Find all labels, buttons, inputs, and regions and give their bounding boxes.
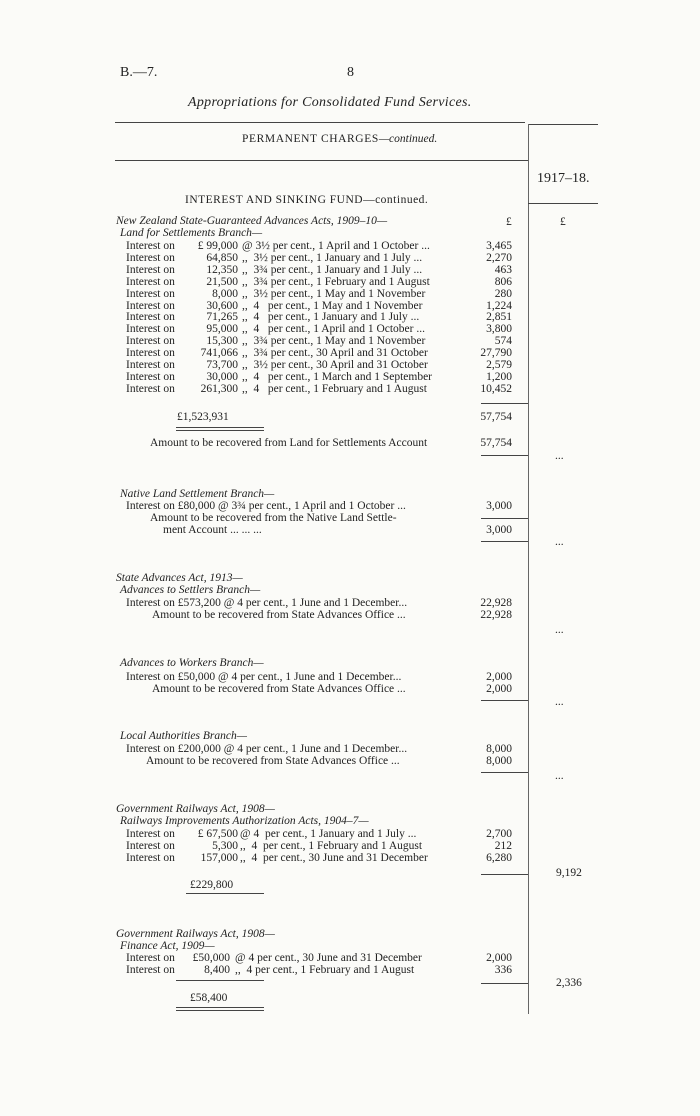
act-heading: State Advances Act, 1913— bbox=[116, 572, 243, 584]
section-rule bbox=[481, 541, 528, 542]
recovered-amount: 2,000 bbox=[486, 683, 512, 695]
year-column-header: 1917–18. bbox=[537, 171, 590, 186]
interest-rate-terms: ,, 4 per cent., 1 April and 1 October ... bbox=[242, 323, 425, 336]
interest-value: 574 bbox=[494, 335, 512, 348]
interest-label: Interest on bbox=[126, 952, 175, 964]
interest-label: Interest on bbox=[126, 382, 175, 395]
act-heading: Government Railways Act, 1908— bbox=[116, 803, 275, 815]
interest-rate-terms: ,, 4 per cent., 30 June and 31 December bbox=[240, 852, 428, 864]
recovered-amount: 57,754 bbox=[480, 437, 512, 449]
interest-value: 336 bbox=[494, 964, 512, 976]
year-value: 2,336 bbox=[556, 977, 582, 989]
interest-label: Interest on bbox=[126, 347, 175, 360]
recovered-line: Amount to be recovered from Land for Settlements Account bbox=[150, 437, 428, 449]
interest-rate-terms: @ 4 per cent., 30 June and 31 December bbox=[235, 952, 422, 964]
branch-heading: Finance Act, 1909— bbox=[120, 940, 215, 952]
interest-value: 806 bbox=[494, 275, 512, 288]
subtotal-rule bbox=[481, 518, 528, 519]
interest-rate-terms: ,, 4 per cent., 1 February and 1 August bbox=[242, 382, 427, 395]
year-value: ... bbox=[555, 696, 564, 708]
principal-amount: £50,000 bbox=[192, 952, 230, 964]
principal-total-rule bbox=[186, 893, 264, 894]
recovered-amount: 22,928 bbox=[480, 609, 512, 621]
interest-line: Interest on £573,200 @ 4 per cent., 1 June and 1 December... bbox=[126, 597, 408, 609]
header-rule-left bbox=[115, 160, 528, 161]
branch-heading: Land for Settlements Branch— bbox=[120, 227, 263, 239]
principal-amount: 12,350 bbox=[206, 263, 238, 276]
principal-amount: 157,000 bbox=[200, 852, 238, 864]
year-header-rule bbox=[528, 203, 598, 204]
principal-amount: 8,000 bbox=[212, 287, 238, 300]
section-rule bbox=[481, 983, 528, 984]
principal-amount: 261,300 bbox=[200, 382, 238, 395]
page-title: Appropriations for Consolidated Fund Services. bbox=[188, 95, 472, 110]
branch-heading: Advances to Settlers Branch— bbox=[120, 584, 261, 596]
section-rule bbox=[481, 772, 528, 773]
interest-value: 1,224 bbox=[486, 299, 512, 312]
principal-amount: 73,700 bbox=[206, 359, 238, 371]
year-value: 9,192 bbox=[556, 867, 582, 879]
interest-label: Interest on bbox=[126, 287, 175, 300]
principal-amount: 21,500 bbox=[206, 275, 238, 288]
unit-symbol: £ bbox=[506, 216, 512, 228]
principal-amount: 64,850 bbox=[206, 251, 238, 264]
interest-value: 2,579 bbox=[486, 359, 512, 371]
interest-rate-terms: ,, 3½ per cent., 1 May and 1 November bbox=[242, 287, 426, 300]
interest-rate-terms: ,, 4 per cent., 1 January and 1 July ... bbox=[242, 311, 420, 324]
interest-value: 2,000 bbox=[486, 952, 512, 964]
interest-rate-terms: ,, 3¾ per cent., 30 April and 31 October bbox=[242, 347, 428, 360]
interest-value: 212 bbox=[494, 840, 512, 852]
interest-rate-terms: ,, 4 per cent., 1 February and 1 August bbox=[240, 840, 423, 852]
interest-rate-terms: @ 3½ per cent., 1 April and 1 October ... bbox=[242, 240, 430, 252]
interest-rate-terms: ,, 3¾ per cent., 1 May and 1 November bbox=[242, 335, 426, 348]
subtotal-rule-top bbox=[176, 980, 264, 981]
subtitle-suffix: —continued. bbox=[378, 133, 438, 145]
interest-line: Interest on £50,000 @ 4 per cent., 1 June and 1 December... bbox=[126, 671, 402, 683]
principal-amount: £ 67,500 bbox=[197, 828, 238, 840]
interest-value: 6,280 bbox=[486, 852, 512, 864]
interest-value: 2,700 bbox=[486, 828, 512, 840]
interest-value: 280 bbox=[494, 287, 512, 300]
recovered-line-cont: ment Account ... ... ... bbox=[163, 524, 262, 536]
subtitle-main: PERMANENT CHARGES bbox=[242, 133, 379, 145]
interest-label: Interest on bbox=[126, 828, 175, 840]
interest-label: Interest on bbox=[126, 311, 175, 324]
interest-value: 2,270 bbox=[486, 251, 512, 264]
interest-label: Interest on bbox=[126, 335, 175, 348]
principal-total-rule-2 bbox=[176, 1010, 264, 1011]
interest-value: 2,000 bbox=[486, 671, 512, 683]
recovered-line: Amount to be recovered from the Native Land Settle- bbox=[150, 512, 397, 524]
principal-total-rule bbox=[176, 1007, 264, 1008]
interest-line: Interest on £200,000 @ 4 per cent., 1 June and 1 December... bbox=[126, 743, 408, 755]
interest-rate-terms: ,, 4 per cent., 1 February and 1 August bbox=[235, 964, 415, 976]
recovered-amount: 3,000 bbox=[486, 524, 512, 536]
interest-rate-terms: ,, 4 per cent., 1 May and 1 November bbox=[242, 299, 423, 312]
interest-label: Interest on bbox=[126, 964, 175, 976]
interest-value: 22,928 bbox=[480, 597, 512, 609]
principal-amount: 8,400 bbox=[204, 964, 230, 976]
principal-total-rule bbox=[176, 427, 264, 428]
document-reference: B.—7. bbox=[120, 65, 158, 80]
branch-heading: Native Land Settlement Branch— bbox=[120, 488, 275, 500]
interest-label: Interest on bbox=[126, 323, 175, 336]
principal-total: £229,800 bbox=[190, 879, 234, 891]
interest-line: Interest on £80,000 @ 3¾ per cent., 1 April and 1 October ... bbox=[126, 500, 406, 512]
interest-value: 2,851 bbox=[486, 311, 512, 324]
interest-label: Interest on bbox=[126, 251, 175, 264]
interest-value: 3,000 bbox=[486, 500, 512, 512]
subtotal-rule bbox=[481, 403, 528, 404]
act-heading: Government Railways Act, 1908— bbox=[116, 928, 275, 940]
interest-total: 57,754 bbox=[480, 411, 512, 423]
interest-label: Interest on bbox=[126, 852, 175, 864]
interest-value: 8,000 bbox=[486, 743, 512, 755]
principal-total: £58,400 bbox=[190, 992, 228, 1004]
page-number: 8 bbox=[347, 65, 354, 80]
recovered-amount: 8,000 bbox=[486, 755, 512, 767]
interest-label: Interest on bbox=[126, 370, 175, 383]
interest-rate-terms: ,, 3¾ per cent., 1 February and 1 August bbox=[242, 275, 430, 288]
section-rule bbox=[481, 874, 528, 875]
interest-label: Interest on bbox=[126, 275, 175, 288]
title-rule bbox=[115, 122, 525, 123]
interest-label: Interest on bbox=[126, 299, 175, 312]
principal-amount: £ 99,000 bbox=[197, 240, 238, 252]
interest-rate-terms: ,, 3½ per cent., 1 January and 1 July ... bbox=[242, 251, 423, 264]
branch-heading: Local Authorities Branch— bbox=[120, 730, 247, 742]
interest-value: 463 bbox=[494, 263, 512, 276]
principal-amount: 30,600 bbox=[206, 299, 238, 312]
act-heading: New Zealand State-Guaranteed Advances Acts, 1909–10— bbox=[116, 215, 388, 227]
interest-label: Interest on bbox=[126, 840, 175, 852]
interest-rate-terms: ,, 3¾ per cent., 1 January and 1 July ... bbox=[242, 263, 423, 276]
interest-label: Interest on bbox=[126, 263, 175, 276]
interest-rate-terms: @ 4 per cent., 1 January and 1 July ... bbox=[240, 828, 417, 840]
interest-value: 3,465 bbox=[486, 240, 512, 252]
interest-rate-terms: ,, 4 per cent., 1 March and 1 September bbox=[242, 370, 433, 383]
principal-amount: 15,300 bbox=[206, 335, 238, 348]
interest-rate-terms: ,, 3½ per cent., 30 April and 31 October bbox=[242, 359, 428, 371]
header-rule-right bbox=[528, 124, 598, 125]
branch-heading: Railways Improvements Authorization Acts, 1904–7— bbox=[120, 815, 369, 827]
interest-value: 1,200 bbox=[486, 370, 512, 383]
column-divider bbox=[528, 124, 529, 1014]
interest-value: 27,790 bbox=[480, 347, 512, 360]
recovered-line: Amount to be recovered from State Advances Office ... bbox=[146, 755, 400, 767]
year-value: ... bbox=[555, 624, 564, 636]
page-subtitle bbox=[242, 133, 437, 145]
year-value: ... bbox=[555, 770, 564, 782]
section-rule bbox=[481, 700, 528, 701]
interest-value: 3,800 bbox=[486, 323, 512, 336]
principal-amount: 5,300 bbox=[212, 840, 238, 852]
interest-label: Interest on bbox=[126, 359, 175, 371]
section-rule bbox=[481, 455, 528, 456]
year-value: ... bbox=[555, 536, 564, 548]
section-heading: INTEREST AND SINKING FUND—continued. bbox=[185, 194, 429, 206]
branch-heading: Advances to Workers Branch— bbox=[120, 657, 264, 669]
year-value: ... bbox=[555, 450, 564, 462]
principal-total-rule-2 bbox=[176, 430, 264, 431]
principal-total: £1,523,931 bbox=[177, 411, 229, 423]
interest-label: Interest on bbox=[126, 240, 175, 252]
recovered-line: Amount to be recovered from State Advances Office ... bbox=[152, 609, 406, 621]
interest-value: 10,452 bbox=[480, 382, 512, 395]
principal-amount: 741,066 bbox=[200, 347, 238, 360]
principal-amount: 95,000 bbox=[206, 323, 238, 336]
recovered-line: Amount to be recovered from State Advances Office ... bbox=[152, 683, 406, 695]
principal-amount: 71,265 bbox=[206, 311, 238, 324]
year-unit: £ bbox=[560, 216, 566, 228]
principal-amount: 30,000 bbox=[206, 370, 238, 383]
